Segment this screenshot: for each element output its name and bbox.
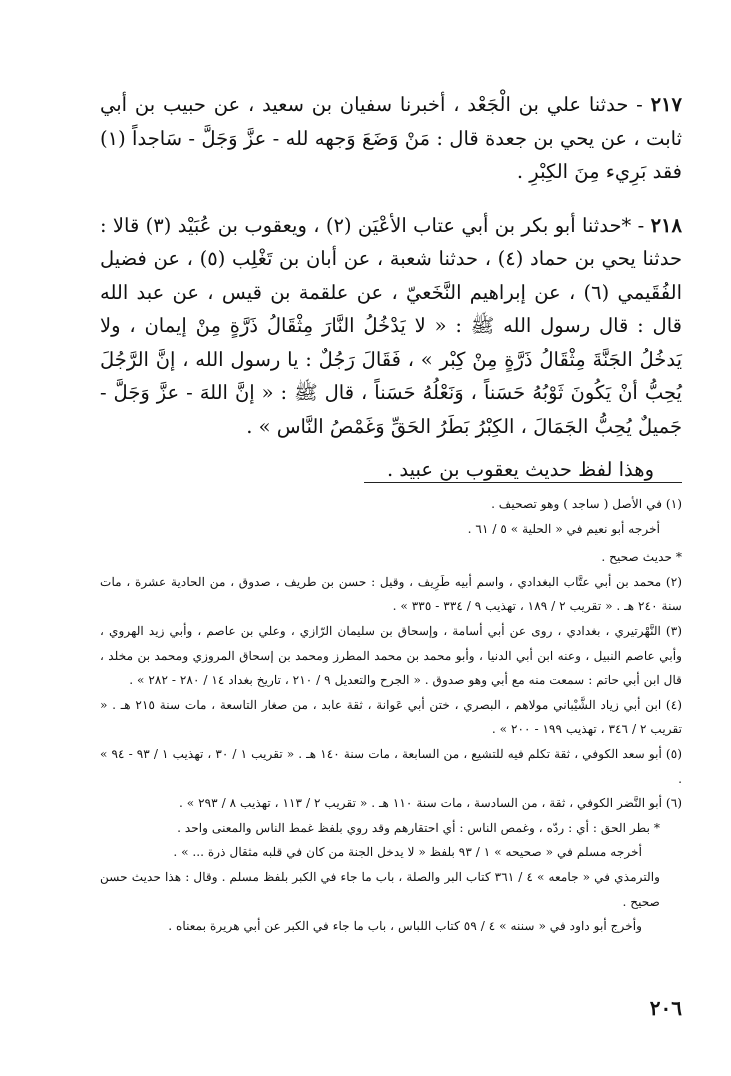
hadith-text: - حدثنا علي بن الْجَعْد ، أخبرنا سفيان بن سعيد ، عن حبيب بن أبي ثابت ، عن يحي بن جعدة قال : مَنْ وَضَعَ وَجهه لله - عزَّ وَجَلَّ - سَاجداً (١) فقد بَرِيء مِنَ الكِبْرِ . bbox=[100, 93, 682, 183]
footnote: * حديث صحيح . bbox=[601, 550, 682, 565]
page-number: ٢٠٦ bbox=[649, 996, 682, 1020]
footnote-divider bbox=[364, 482, 682, 483]
hadith-number: ٢١٨ bbox=[650, 213, 682, 237]
hadith-218 bbox=[100, 209, 682, 444]
footnote: * بطر الحق : أي : ردّه ، وغمص الناس : أي احتقارهم وقد روي بلفظ غمط الناس والمعنى واحد . bbox=[177, 820, 660, 835]
footnote: (٤) ابن أبي زياد الشَّيْباني مولاهم ، البصري ، ختن أبي عَوانة ، ثقة عابد ، من صغار التاسعة ، مات سنة ٢١٥ هـ . « تقريب ٢ / ٣٤٦ ، تهذيب ١٩٩ - ٢٠٠ » . bbox=[100, 697, 682, 737]
footnote: (٢) محمد بن أبي عتَّاب البغدادي ، واسم أبيه طَرِيف ، وقيل : حسن بن طريف ، صدوق ، من الحادية عشرة ، مات سنة ٢٤٠ هـ . « تقريب ٢ / ١٨٩ ، تهذيب ٩ / ٣٣٤ - ٣٣٥ » . bbox=[100, 574, 682, 614]
footnote: (١) في الأصل ( ساجد ) وهو تصحيف . bbox=[491, 497, 682, 511]
footnote: أخرجه مسلم في « صحيحه » ١ / ٩٣ بلفظ « لا يدخل الجنة من كان في قلبه مثقال ذرة ... » . bbox=[173, 845, 642, 860]
closing-note: وهذا لفظ حديث يعقوب بن عبيد . bbox=[387, 458, 654, 481]
footnote: (٦) أبو النَّضر الكوفي ، ثقة ، من السادسة ، مات سنة ١١٠ هـ . « تقريب ٢ / ١١٣ ، تهذيب ٨ / ٢٩٣ » . bbox=[178, 796, 682, 811]
hadith-217 bbox=[100, 88, 682, 189]
footnote: والترمذي في « جامعه » ٤ / ٣٦١ كتاب البر والصلة ، باب ما جاء في الكبر بلفظ مسلم . وقال : هذا حديث حسن صحيح . bbox=[100, 869, 660, 909]
footnote: (٣) النَّهْرتيري ، بغدادي ، روى عن أبي أسامة ، وإسحاق بن سليمان الرّازي ، وعلي بن عاصم ، وأبي زيد الهروي ، وأبي عاصم النبيل ، وعنه ابن أبي الدنيا ، وأبو محمد بن محمد المطرز ومحمد بن إسحاق المروزي ومحمد بن مخلد ، قال ابن أبي حاتم : سمعت منه مع أبي وهو صدوق . « الجرح والتعديل ٩ / ٢١٠ ، تاريخ بغداد ١٤ / ٢٨٠ - ٢٨٢ » . bbox=[100, 623, 682, 688]
page-content bbox=[100, 88, 682, 1038]
footnotes bbox=[100, 492, 682, 939]
footnote: وأخرج أبو داود في « سننه » ٤ / ٥٩ كتاب اللباس ، باب ما جاء في الكبر عن أبي هريرة بمعناه . bbox=[168, 919, 642, 934]
hadith-text: - *حدثنا أبو بكر بن أبي عتاب الأعْيَن (٢) ، ويعقوب بن عُبَيْد (٣) قالا : حدثنا يحي بن حماد (٤) ، حدثنا شعبة ، عن أبان بن تَغْلِب (٥) ، عن فضيل الفُقَيمي (٦) ، عن إبراهيم النَّخَعيّ ، عن علقمة بن قيس ، عن عبد الله قال : قال رسول الله ﷺ : « لا يَدْخُلُ النَّارَ مِثْقَالُ ذَرَّةٍ مِنْ إيمان ، ولا يَدخُلُ الجَنَّةَ مِثْقَالُ ذَرَّةٍ مِنْ كِبْر » ، فَقَالَ رَجُلٌ : يا رسول الله ، إنَّ الرَّجُلَ يُحِبُّ أنْ يَكُونَ ثَوْبُهُ حَسَناً ، وَنَعْلُهُ حَسَناً ، قال ﷺ : « إنَّ اللهَ - عزَّ وَجَلَّ - جَميلٌ يُحِبُّ الجَمَالَ ، الكِبْرُ بَطَرُ الحَقِّ وَغَمْصُ النَّاس » . bbox=[100, 213, 683, 438]
hadith-number: ٢١٧ bbox=[650, 93, 682, 116]
footnote: أخرجه أبو نعيم في « الحلية » ٥ / ٦١ . bbox=[467, 521, 660, 536]
footnote: (٥) أبو سعد الكوفي ، ثقة تكلم فيه للتشيع ، من السابعة ، مات سنة ١٤٠ هـ . « تقريب ١ / ٣٠ ، تهذيب ١ / ٩٣ - ٩٤ » . bbox=[100, 746, 682, 786]
